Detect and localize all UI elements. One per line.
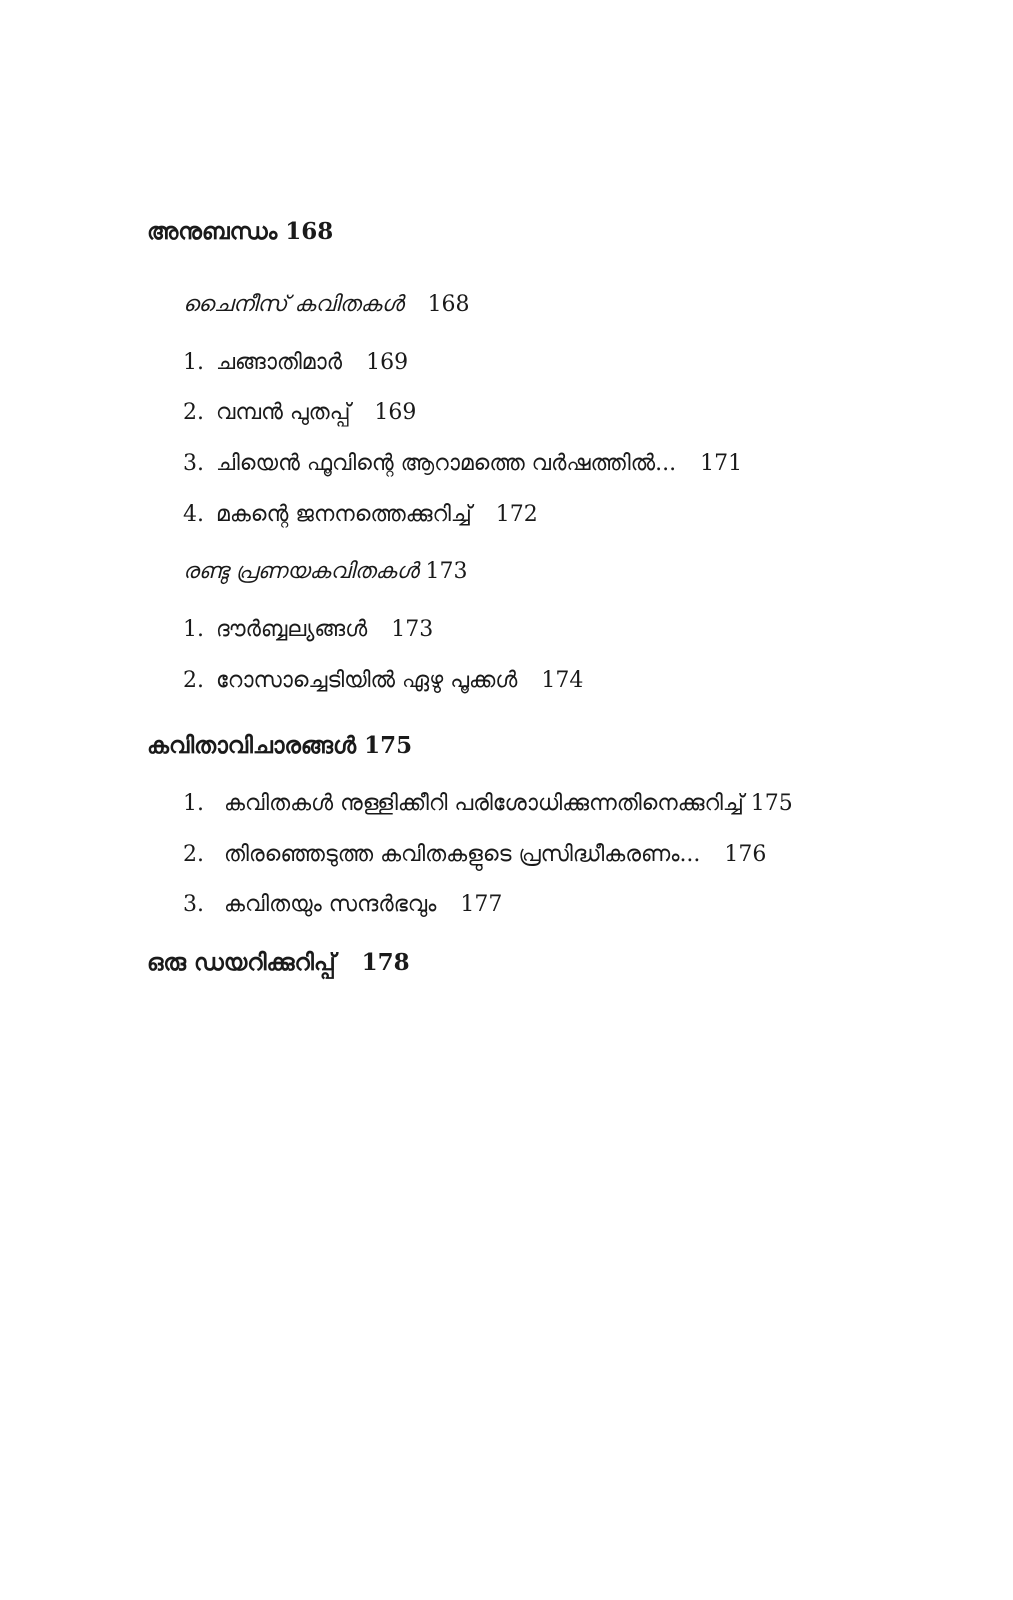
- toc-subsection-title: രണ്ടു പ്രണയകവിതകൾ: [183, 559, 419, 584]
- toc-entry-number: 2.: [183, 842, 204, 867]
- toc-entry-title: കവിതയും സന്ദർഭവും: [224, 892, 437, 917]
- toc-entry: [183, 840, 766, 870]
- toc-entry-number: 1.: [183, 617, 204, 642]
- toc-page-number: 171: [700, 451, 743, 476]
- toc-page-number: 176: [724, 842, 767, 867]
- toc-entry: [183, 666, 583, 696]
- toc-entry-title: കവിതകൾ നുള്ളിക്കീറി പരിശോധിക്കുന്നതിനെക്കുറിച്ച്: [224, 791, 744, 816]
- toc-section-title: ഒരു ഡയറിക്കുറിപ്പ്: [147, 949, 336, 976]
- toc-section-heading: [147, 731, 412, 761]
- toc-section-title: അനുബന്ധം: [147, 218, 278, 245]
- toc-page-number: 175: [364, 732, 413, 759]
- toc-entry-number: 2.: [183, 668, 204, 693]
- toc-entry-number: 4.: [183, 502, 204, 527]
- toc-entry: [183, 789, 793, 819]
- toc-page-number: 177: [460, 892, 503, 917]
- toc-entry-title: ചങ്ങാതിമാർ: [216, 350, 343, 375]
- toc-page-number: 168: [285, 218, 334, 245]
- toc-entry: [183, 449, 742, 479]
- toc-entry-title: ദൗർബ്ബല്യങ്ങൾ: [216, 617, 368, 642]
- toc-page-number: 173: [391, 617, 434, 642]
- toc-subsection-title: ചൈനീസ് കവിതകൾ: [183, 292, 404, 317]
- toc-page-number: 174: [541, 668, 584, 693]
- toc-entry-title: വമ്പൻ പുതപ്പ്: [216, 400, 351, 425]
- toc-entry-title: മകന്റെ ജനനത്തെക്കുറിച്ച്: [216, 502, 472, 527]
- toc-entry: [183, 348, 408, 378]
- toc-section-heading: [147, 948, 410, 978]
- toc-section-title: കവിതാവിചാരങ്ങൾ: [147, 732, 357, 759]
- toc-subsection-heading: [183, 290, 470, 320]
- toc-entry: [183, 890, 502, 920]
- toc-entry: [183, 615, 433, 645]
- toc-entry-number: 1.: [183, 350, 204, 375]
- toc-entry-number: 2.: [183, 400, 204, 425]
- toc-page-number: 178: [361, 949, 410, 976]
- toc-page-number: 169: [366, 350, 409, 375]
- toc-page-number: 168: [427, 292, 470, 317]
- toc-entry-number: 1.: [183, 791, 204, 816]
- toc-entry-title: തിരഞ്ഞെടുത്ത കവിതകളുടെ പ്രസിദ്ധീകരണം...: [224, 842, 701, 867]
- toc-page-number: 169: [374, 400, 417, 425]
- toc-entry: [183, 500, 538, 530]
- toc-entry-title: ചിയെൻ ഫൂവിന്റെ ആറാമത്തെ വർഷത്തിൽ...: [216, 451, 677, 476]
- toc-subsection-heading: [183, 557, 468, 587]
- toc-page-number: 175: [750, 791, 793, 816]
- toc-page-number: 172: [495, 502, 538, 527]
- toc-entry-number: 3.: [183, 451, 204, 476]
- toc-entry-title: റോസാച്ചെടിയിൽ ഏഴു പൂക്കൾ: [216, 668, 518, 693]
- toc-entry-number: 3.: [183, 892, 204, 917]
- toc-page-number: 173: [425, 559, 468, 584]
- toc-section-heading: [147, 217, 333, 247]
- toc-entry: [183, 398, 416, 428]
